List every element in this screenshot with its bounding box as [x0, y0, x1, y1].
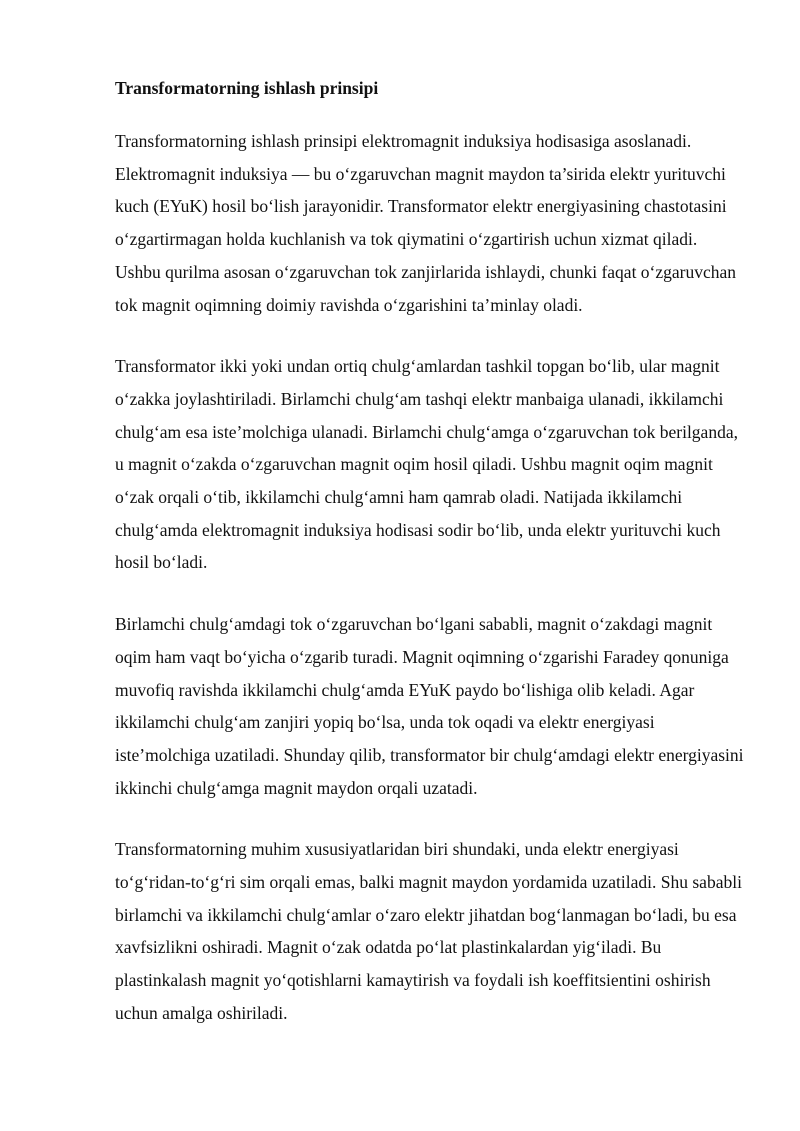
document-title: Transformatorning ishlash prinsipi	[115, 78, 379, 98]
document-page	[115, 72, 745, 1030]
paragraph-3: Birlamchi chulg‘amdagi tok o‘zgaruvchan bo‘lgani sababli, magnit o‘zakdagi magnit oqim ham vaqt bo‘yicha o‘zgarib turadi. Magnit oqimning o‘zgarishi Faradey qonuniga muvofiq ravishda ikkilamchi chulg‘amda EYuK paydo bo‘lishiga olib keladi. Agar ikkilamchi chulg‘am zanjiri yopiq bo‘lsa, unda tok oqadi va elektr energiyasi iste’molchiga uzatiladi. Shunday qilib, transformator bir chulg‘amdagi elektr energiyasini ikkinchi chulg‘amga magnit maydon orqali uzatadi.	[115, 614, 744, 798]
paragraph-1: Transformatorning ishlash prinsipi elektromagnit induksiya hodisasiga asoslanadi. Elektromagnit induksiya — bu o‘zgaruvchan magnit maydon ta’sirida elektr yurituvchi kuch (EYuK) hosil bo‘lish jarayonidir. Transformator elektr energiyasining chastotasini o‘zgartirmagan holda kuchlanish va tok qiymatini o‘zgartirish uchun xizmat qiladi. Ushbu qurilma asosan o‘zgaruvchan tok zanjirlarida ishlaydi, chunki faqat o‘zgaruvchan tok magnit oqimning doimiy ravishda o‘zgarishini ta’minlay oladi.	[115, 131, 737, 315]
paragraph-4: Transformatorning muhim xususiyatlaridan biri shundaki, unda elektr energiyasi to‘g‘ridan-to‘g‘ri sim orqali emas, balki magnit maydon yordamida uzatiladi. Shu sababli birlamchi va ikkilamchi chulg‘amlar o‘zaro elektr jihatdan bog‘lanmagan bo‘ladi, bu esa xavfsizlikni oshiradi. Magnit o‘zak odatda po‘lat plastinkalardan yig‘iladi. Bu plastinkalash magnit yo‘qotishlarni kamaytirish va foydali ish koeffitsientini oshirish uchun amalga oshiriladi.	[115, 839, 742, 1023]
paragraph-2: Transformator ikki yoki undan ortiq chulg‘amlardan tashkil topgan bo‘lib, ular magnit o‘zakka joylashtiriladi. Birlamchi chulg‘am tashqi elektr manbaiga ulanadi, ikkilamchi chulg‘am esa iste’molchiga ulanadi. Birlamchi chulg‘amga o‘zgaruvchan tok berilganda, u magnit o‘zakda o‘zgaruvchan magnit oqim hosil qiladi. Ushbu magnit oqim magnit o‘zak orqali o‘tib, ikkilamchi chulg‘amni ham qamrab oladi. Natijada ikkilamchi chulg‘amda elektromagnit induksiya hodisasi sodir bo‘lib, unda elektr yurituvchi kuch hosil bo‘ladi.	[115, 356, 738, 573]
